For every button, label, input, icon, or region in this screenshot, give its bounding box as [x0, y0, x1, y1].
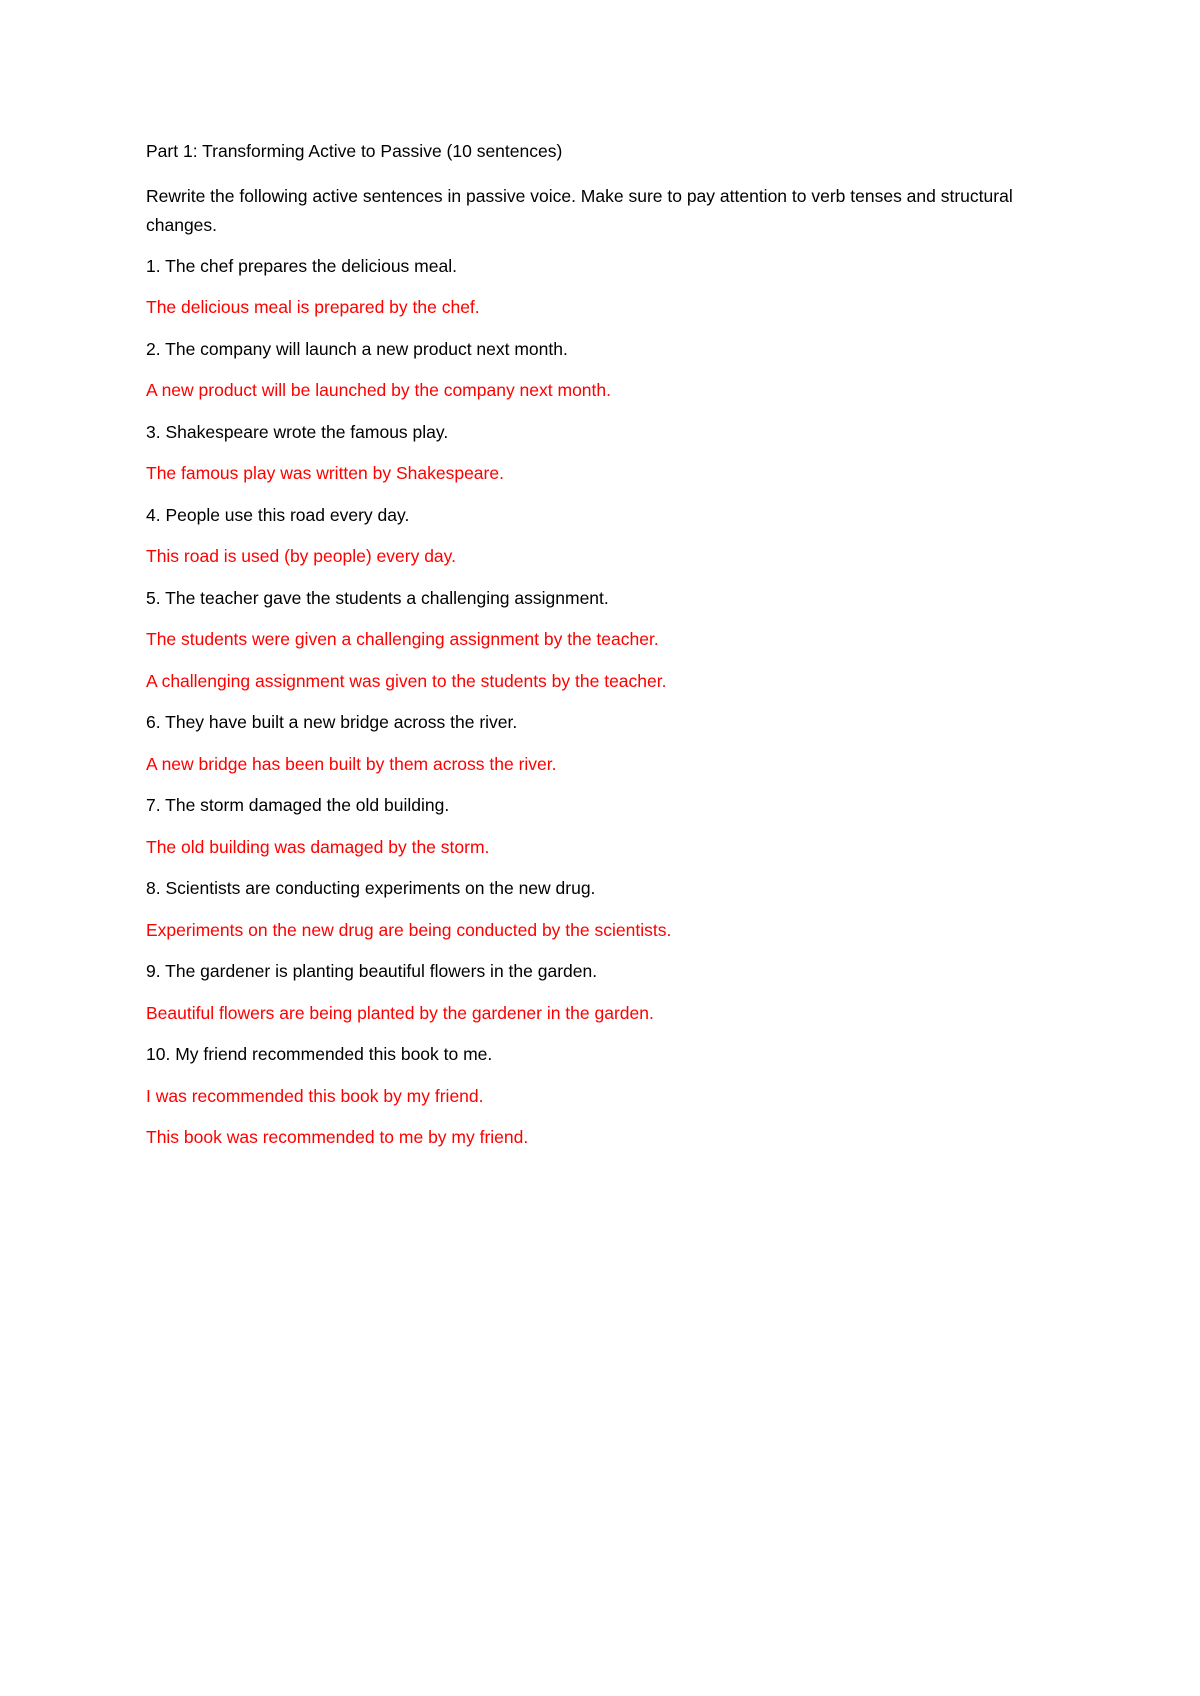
- question-6: 6. They have built a new bridge across the river.: [146, 712, 518, 732]
- answer-1: The delicious meal is prepared by the chef.: [146, 297, 480, 317]
- answer-5b: A challenging assignment was given to the students by the teacher.: [146, 670, 667, 691]
- answer-5a: The students were given a challenging assignment by the teacher.: [146, 629, 659, 649]
- question-5: 5. The teacher gave the students a challenging assignment.: [146, 587, 609, 608]
- answer-2: A new product will be launched by the company next month.: [146, 380, 611, 400]
- document-page: [146, 140, 1046, 1168]
- question-4: 4. People use this road every day.: [146, 504, 410, 525]
- answer-9: Beautiful flowers are being planted by the gardener in the garden.: [146, 1002, 654, 1023]
- instructions: Rewrite the following active sentences in passive voice. Make sure to pay attention to verb tenses and structural changes.: [146, 185, 1013, 235]
- question-10: 10. My friend recommended this book to me.: [146, 1044, 493, 1064]
- answer-7: The old building was damaged by the storm.: [146, 836, 490, 857]
- answer-8: Experiments on the new drug are being conducted by the scientists.: [146, 919, 672, 940]
- question-3: 3. Shakespeare wrote the famous play.: [146, 421, 449, 442]
- question-8: 8. Scientists are conducting experiments on the new drug.: [146, 878, 596, 898]
- answer-6: A new bridge has been built by them across the river.: [146, 753, 557, 774]
- question-7: 7. The storm damaged the old building.: [146, 795, 450, 815]
- answer-3: The famous play was written by Shakespeare.: [146, 463, 504, 483]
- answer-10a: I was recommended this book by my friend.: [146, 1085, 484, 1106]
- question-1: 1. The chef prepares the delicious meal.: [146, 255, 457, 276]
- question-9: 9. The gardener is planting beautiful flowers in the garden.: [146, 961, 598, 981]
- answer-4: This road is used (by people) every day.: [146, 546, 456, 566]
- document-title: Part 1: Transforming Active to Passive (10 sentences): [146, 141, 563, 161]
- answer-10b: This book was recommended to me by my friend.: [146, 1127, 529, 1147]
- question-2: 2. The company will launch a new product next month.: [146, 338, 568, 359]
